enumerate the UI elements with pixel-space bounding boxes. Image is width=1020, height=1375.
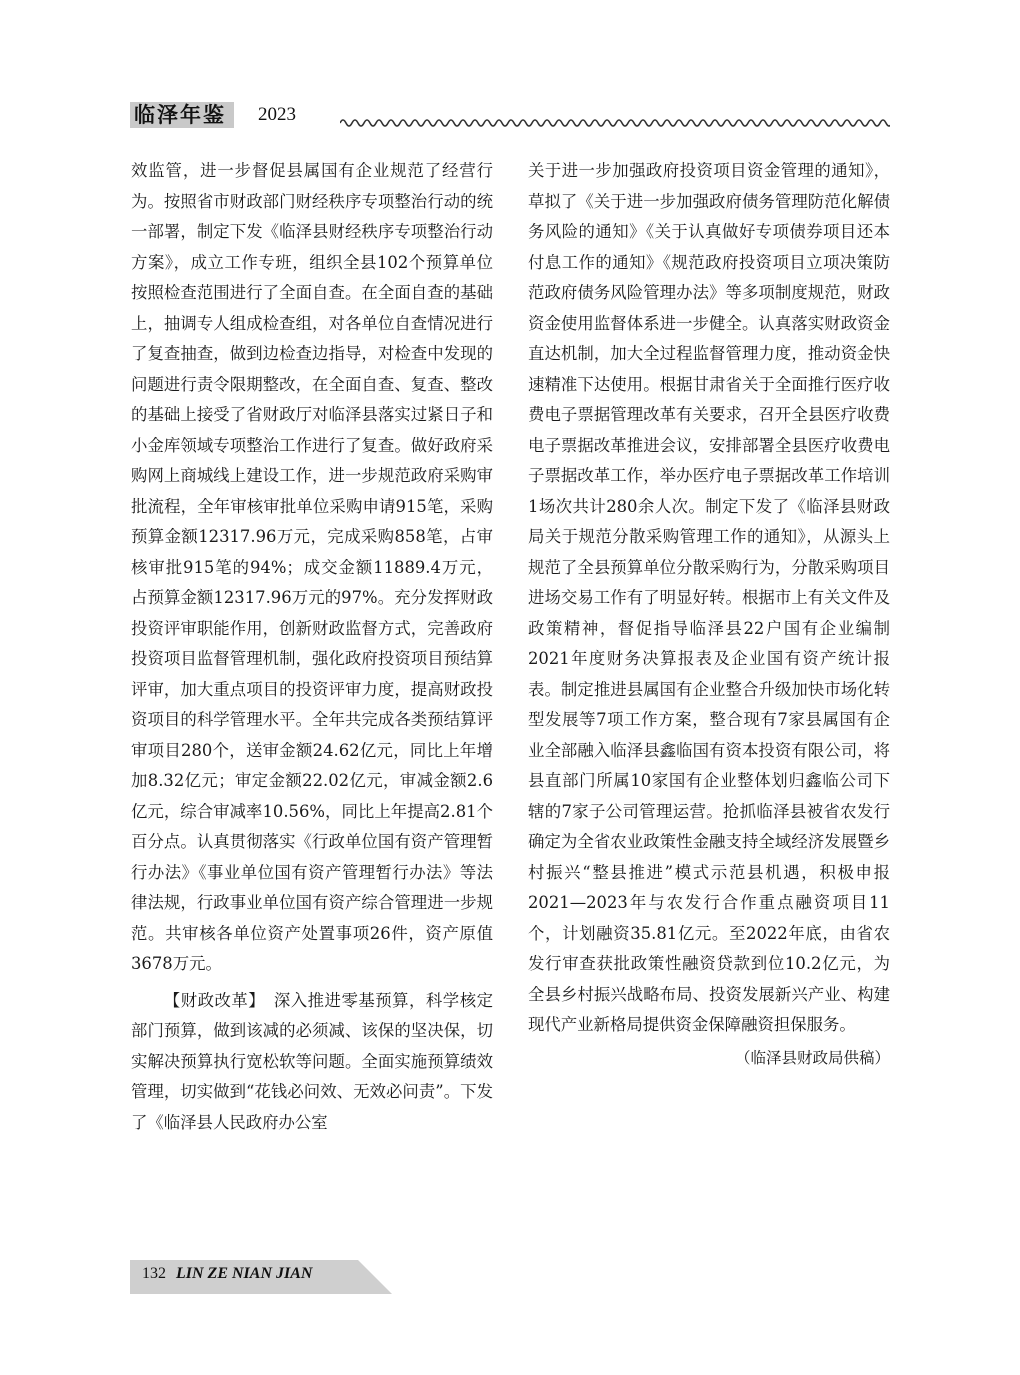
left-column <box>131 156 493 1138</box>
body-paragraph-fiscal-reform: 【财政改革】 深入推进零基预算，科学核定部门预算，做到该减的必须减、该保的坚决保，切实解决预算执行宽松软等问题。全面实施预算绩效管理，切实做到“花钱必问效、无效必问责”。下发了《临泽县人民政府办公室 <box>131 990 493 1132</box>
right-column <box>528 156 890 1073</box>
body-paragraph: 效监管，进一步督促县属国有企业规范了经营行为。按照省市财政部门财经秩序专项整治行动的统一部署，制定下发《临泽县财经秩序专项整治行动方案》，成立工作专班，组织全县102个预算单位按照检查范围进行了全面自查。在全面自查的基础上，抽调专人组成检查组，对各单位自查情况进行了复查抽查，做到边检查边指导，对检查中发现的问题进行责令限期整改，在全面自查、复查、整改的基础上接受了省财政厅对临泽县落实过紧日子和小金库领域专项整治工作进行了复查。做好政府采购网上商城线上建设工作，进一步规范政府采购审批流程，全年审核审批单位采购申请915笔，采购预算金额12317.96万元，完成采购858笔，占审核审批915笔的94%；成交金额11889.4万元，占预算金额12317.96万元的97%。充分发挥财政投资评审职能作用，创新财政监督方式，完善政府投资项目监督管理机制，强化政府投资项目预结算评审，加大重点项目的投资评审力度，提高财政投资项目的科学管理水平。全年共完成各类预结算评审项目280个，送审金额24.62亿元，同比上年增加8.32亿元；审定金额22.02亿元，审减金额2.6亿元，综合审减率10.56%，同比上年提高2.81个百分点。认真贯彻落实《行政单位国有资产管理暂行办法》《事业单位国有资产管理暂行办法》等法律法规，行政事业单位国有资产综合管理进一步规范。共审核各单位资产处置事项26件，资产原值3678万元。 <box>131 161 493 973</box>
wavy-rule <box>340 116 890 130</box>
page-number: 132 <box>142 1265 166 1282</box>
yearbook-year: 2023 <box>258 104 296 125</box>
yearbook-title: 临泽年鉴 <box>130 102 234 128</box>
page-footer <box>130 1258 400 1298</box>
source-credit: （临泽县财政局供稿） <box>734 1048 890 1067</box>
footer-yearbook-name: LIN ZE NIAN JIAN <box>176 1265 313 1282</box>
running-header <box>130 100 890 134</box>
body-paragraph: 关于进一步加强政府投资项目资金管理的通知》，草拟了《关于进一步加强政府债务管理防范化解债务风险的通知》《关于认真做好专项债券项目还本付息工作的通知》《规范政府投资项目立项决策防范政府债务风险管理办法》等多项制度规范，财政资金使用监督体系进一步健全。认真落实财政资金直达机制，加大全过程监督管理力度，推动资金快速精准下达使用。根据甘肃省关于全面推行医疗收费电子票据管理改革有关要求，召开全县医疗收费电子票据改革推进会议，安排部署全县医疗收费电子票据改革工作，举办医疗电子票据改革工作培训1场次共计280余人次。制定下发了《临泽县财政局关于规范分散采购管理工作的通知》，从源头上规范了全县预算单位分散采购行为，分散采购项目进场交易工作有了明显好转。根据市上有关文件及政策精神，督促指导临泽县22户国有企业编制2021年度财务决算报表及企业国有资产统计报表。制定推进县属国有企业整合升级加快市场化转型发展等7项工作方案，整合现有7家县属国有企业全部融入临泽县鑫临国有资本投资有限公司，将县直部门所属10家国有企业整体划归鑫临公司下辖的7家子公司管理运营。抢抓临泽县被省农发行确定为全省农业政策性金融支持全域经济发展暨乡村振兴“整县推进”模式示范县机遇，积极申报2021—2023年与农发行合作重点融资项目11个，计划融资35.81亿元。至2022年底，由省农发行审查获批政策性融资贷款到位10.2亿元，为全县乡村振兴战略布局、投资发展新兴产业、构建现代产业新格局提供资金保障融资担保服务。 <box>528 161 890 1034</box>
